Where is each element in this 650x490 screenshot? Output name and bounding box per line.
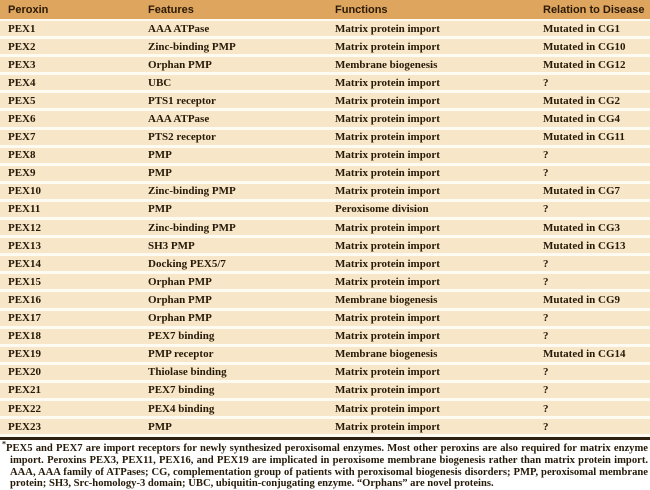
- cell-disease: Mutated in CG4: [543, 113, 620, 126]
- cell-features: PTS1 receptor: [148, 94, 216, 107]
- cell-features: UBC: [148, 76, 172, 89]
- cell-disease: Mutated in CG1: [543, 22, 620, 35]
- cell-features: Orphan PMP: [148, 312, 212, 325]
- cell-peroxin: PEX23: [8, 420, 41, 433]
- cell-features: Docking PEX5/7: [148, 257, 226, 270]
- cell-peroxin: PEX22: [8, 402, 41, 415]
- cell-features: AAA ATPase: [148, 113, 210, 126]
- cell-functions: Matrix protein import: [335, 185, 440, 198]
- cell-peroxin: PEX4: [8, 76, 36, 89]
- table-row: [0, 130, 650, 148]
- table-row: [0, 256, 650, 274]
- cell-functions: Peroxisome division: [335, 203, 429, 216]
- cell-functions: Matrix protein import: [335, 76, 440, 89]
- table-row: [0, 57, 650, 75]
- cell-functions: Membrane biogenesis: [335, 58, 438, 71]
- cell-functions: Matrix protein import: [335, 275, 440, 288]
- table-row: [0, 21, 650, 39]
- cell-disease: Mutated in CG3: [543, 221, 620, 234]
- table-row: [0, 202, 650, 220]
- cell-disease: ?: [543, 366, 549, 379]
- table-row: [0, 365, 650, 383]
- table-row: [0, 311, 650, 329]
- cell-functions: Matrix protein import: [335, 40, 440, 53]
- cell-disease: ?: [543, 203, 549, 216]
- cell-functions: Matrix protein import: [335, 113, 440, 126]
- cell-features: Orphan PMP: [148, 275, 212, 288]
- table-row: [0, 292, 650, 310]
- cell-disease: ?: [543, 330, 549, 343]
- cell-functions: Matrix protein import: [335, 420, 440, 433]
- cell-features: PMP: [148, 149, 172, 162]
- table-header-row: [0, 0, 650, 21]
- cell-functions: Matrix protein import: [335, 366, 440, 379]
- cell-features: PEX7 binding: [148, 384, 215, 397]
- cell-features: PEX4 binding: [148, 402, 215, 415]
- cell-disease: ?: [543, 312, 549, 325]
- cell-features: AAA ATPase: [148, 22, 210, 35]
- cell-disease: Mutated in CG13: [543, 239, 626, 252]
- cell-features: Orphan PMP: [148, 293, 212, 306]
- cell-disease: Mutated in CG11: [543, 131, 625, 144]
- cell-features: Zinc-binding PMP: [148, 40, 236, 53]
- table-row: [0, 419, 650, 437]
- cell-disease: Mutated in CG2: [543, 94, 620, 107]
- cell-features: PEX7 binding: [148, 330, 215, 343]
- footnote-marker: *: [2, 439, 6, 449]
- table-row: [0, 383, 650, 401]
- cell-functions: Matrix protein import: [335, 149, 440, 162]
- cell-peroxin: PEX10: [8, 185, 41, 198]
- cell-disease: Mutated in CG12: [543, 58, 626, 71]
- table-footnote: [0, 440, 650, 490]
- cell-functions: Matrix protein import: [335, 94, 440, 107]
- cell-peroxin: PEX21: [8, 384, 41, 397]
- cell-features: PMP: [148, 420, 172, 433]
- cell-peroxin: PEX2: [8, 40, 36, 53]
- cell-functions: Matrix protein import: [335, 257, 440, 270]
- cell-functions: Matrix protein import: [335, 22, 440, 35]
- cell-peroxin: PEX12: [8, 221, 41, 234]
- cell-peroxin: PEX18: [8, 330, 41, 343]
- table-row: [0, 401, 650, 419]
- table-row: [0, 347, 650, 365]
- table-row: [0, 220, 650, 238]
- cell-peroxin: PEX17: [8, 312, 41, 325]
- cell-features: Zinc-binding PMP: [148, 221, 236, 234]
- cell-disease: Mutated in CG14: [543, 348, 626, 361]
- cell-disease: ?: [543, 149, 549, 162]
- cell-functions: Matrix protein import: [335, 402, 440, 415]
- table-row: [0, 238, 650, 256]
- table-row: [0, 111, 650, 129]
- cell-peroxin: PEX8: [8, 149, 36, 162]
- column-header-functions: Functions: [335, 3, 388, 16]
- cell-peroxin: PEX13: [8, 239, 41, 252]
- table-row: [0, 274, 650, 292]
- footnote-text: PEX5 and PEX7 are import receptors for newly synthesized peroxisomal enzymes. Most other peroxins are also required for matrix enzyme import. Peroxins PEX3, PEX11, PEX16, and PEX19 are implicated in peroxisome membrane biogenesis rather than matrix protein import. AAA, AAA family of ATPases; CG, complementation group of patients with peroxisomal biogenesis disorders; PMP, peroxisomal membrane protein; SH3, Src-homology-3 domain; UBC, ubiquitin-conjugating enzyme. “Orphans” are novel proteins.: [6, 443, 648, 490]
- cell-disease: ?: [543, 167, 549, 180]
- table-row: [0, 75, 650, 93]
- column-header-features: Features: [148, 3, 194, 16]
- table-row: [0, 93, 650, 111]
- cell-functions: Matrix protein import: [335, 384, 440, 397]
- cell-peroxin: PEX16: [8, 293, 41, 306]
- cell-features: PMP: [148, 167, 172, 180]
- cell-peroxin: PEX1: [8, 22, 36, 35]
- cell-functions: Matrix protein import: [335, 312, 440, 325]
- cell-peroxin: PEX3: [8, 58, 36, 71]
- cell-peroxin: PEX6: [8, 113, 36, 126]
- cell-functions: Matrix protein import: [335, 221, 440, 234]
- cell-features: PTS2 receptor: [148, 131, 216, 144]
- cell-peroxin: PEX7: [8, 131, 36, 144]
- cell-features: SH3 PMP: [148, 239, 195, 252]
- table-row: [0, 329, 650, 347]
- cell-peroxin: PEX14: [8, 257, 41, 270]
- cell-features: Orphan PMP: [148, 58, 212, 71]
- cell-peroxin: PEX11: [8, 203, 41, 216]
- cell-disease: ?: [543, 420, 549, 433]
- cell-functions: Matrix protein import: [335, 131, 440, 144]
- cell-features: PMP: [148, 203, 172, 216]
- cell-functions: Membrane biogenesis: [335, 293, 438, 306]
- cell-functions: Membrane biogenesis: [335, 348, 438, 361]
- cell-disease: Mutated in CG10: [543, 40, 626, 53]
- table-row: [0, 148, 650, 166]
- cell-features: Thiolase binding: [148, 366, 227, 379]
- cell-peroxin: PEX5: [8, 94, 36, 107]
- table-body: [0, 21, 650, 437]
- cell-functions: Matrix protein import: [335, 167, 440, 180]
- cell-disease: ?: [543, 384, 549, 397]
- cell-functions: Matrix protein import: [335, 330, 440, 343]
- column-header-relation-to-disease: Relation to Disease: [543, 3, 645, 16]
- cell-disease: ?: [543, 275, 549, 288]
- table-row: [0, 166, 650, 184]
- cell-disease: Mutated in CG7: [543, 185, 620, 198]
- cell-peroxin: PEX19: [8, 348, 41, 361]
- cell-peroxin: PEX20: [8, 366, 41, 379]
- table-row: [0, 39, 650, 57]
- cell-disease: Mutated in CG9: [543, 293, 620, 306]
- cell-peroxin: PEX9: [8, 167, 36, 180]
- column-header-peroxin: Peroxin: [8, 3, 49, 16]
- cell-features: PMP receptor: [148, 348, 214, 361]
- cell-disease: ?: [543, 257, 549, 270]
- cell-disease: ?: [543, 76, 549, 89]
- cell-functions: Matrix protein import: [335, 239, 440, 252]
- cell-peroxin: PEX15: [8, 275, 41, 288]
- table-row: [0, 184, 650, 202]
- cell-features: Zinc-binding PMP: [148, 185, 236, 198]
- cell-disease: ?: [543, 402, 549, 415]
